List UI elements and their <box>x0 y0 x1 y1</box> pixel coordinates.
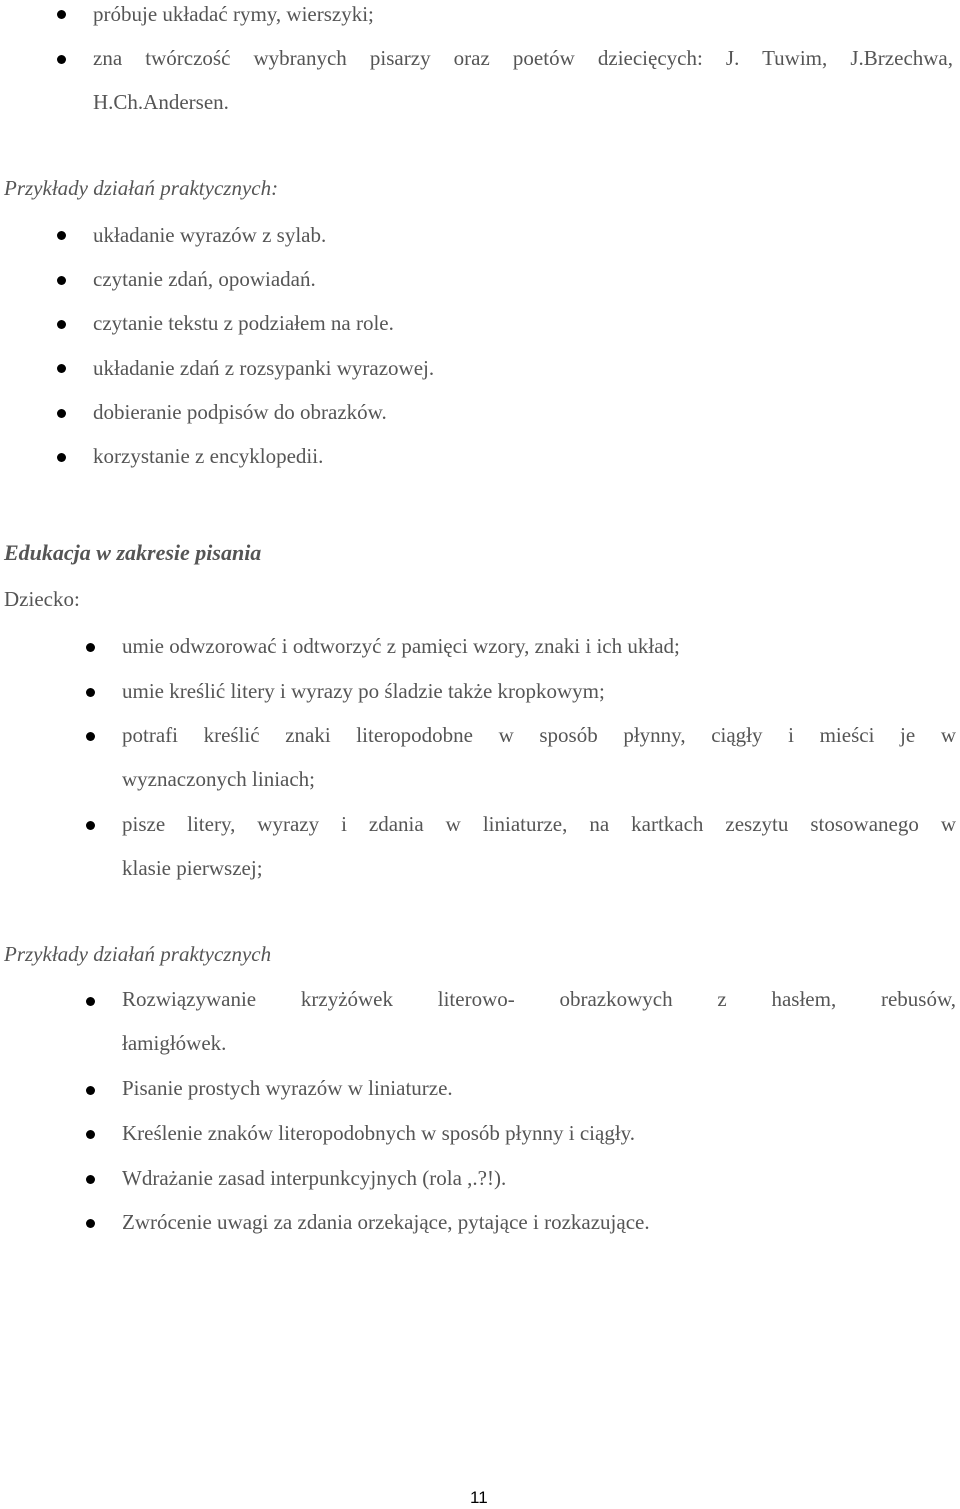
list-item: Pisanie prostych wyrazów w liniaturze. <box>122 1076 453 1100</box>
bullet-icon <box>86 1130 95 1139</box>
list-item: czytanie zdań, opowiadań. <box>93 267 316 291</box>
section-heading: Przykłady działań praktycznych <box>4 942 272 966</box>
list-item: Zwrócenie uwagi za zdania orzekające, pytające i rozkazujące. <box>122 1210 650 1234</box>
bullet-icon <box>57 320 66 329</box>
list-item: Wdrażanie zasad interpunkcyjnych (rola ,.?!). <box>122 1166 507 1190</box>
bullet-icon <box>86 1086 95 1095</box>
subject-label: Dziecko: <box>4 587 80 611</box>
bullet-icon <box>86 643 95 652</box>
list-item: zna twórczość wybranych pisarzy oraz poetów dziecięcych: J. Tuwim, J.Brzechwa, <box>93 46 953 70</box>
list-item-continuation: H.Ch.Andersen. <box>93 90 229 114</box>
bullet-icon <box>86 1219 95 1228</box>
bullet-icon <box>57 453 66 462</box>
list-item: próbuje układać rymy, wierszyki; <box>93 2 374 26</box>
bullet-icon <box>57 276 66 285</box>
section-heading: Przykłady działań praktycznych: <box>4 176 279 200</box>
list-item: układanie zdań z rozsypanki wyrazowej. <box>93 356 435 380</box>
list-item: pisze litery, wyrazy i zdania w liniaturze, na kartkach zeszytu stosowanego w <box>122 812 956 836</box>
bullet-icon <box>86 688 95 697</box>
list-item: umie odwzorować i odtworzyć z pamięci wzory, znaki i ich układ; <box>122 634 680 658</box>
list-item: dobieranie podpisów do obrazków. <box>93 400 387 424</box>
list-item: Rozwiązywanie krzyżówek literowo- obrazkowych z hasłem, rebusów, <box>122 987 956 1011</box>
bullet-icon <box>57 364 66 373</box>
bullet-icon <box>57 231 66 240</box>
list-item: układanie wyrazów z sylab. <box>93 223 327 247</box>
bullet-icon <box>57 10 66 19</box>
list-item-continuation: łamigłówek. <box>122 1031 227 1055</box>
list-item: umie kreślić litery i wyrazy po śladzie także kropkowym; <box>122 679 605 703</box>
page-number: 11 <box>470 1488 488 1507</box>
list-item: Kreślenie znaków literopodobnych w sposób płynny i ciągły. <box>122 1121 636 1145</box>
bullet-icon <box>86 732 95 741</box>
list-item: potrafi kreślić znaki literopodobne w sposób płynny, ciągły i mieści je w <box>122 723 956 747</box>
bullet-icon <box>86 1175 95 1184</box>
bullet-icon <box>57 55 66 64</box>
section-heading: Edukacja w zakresie pisania <box>4 540 262 565</box>
list-item-continuation: wyznaczonych liniach; <box>122 767 315 791</box>
bullet-icon <box>86 997 95 1006</box>
list-item: korzystanie z encyklopedii. <box>93 444 324 468</box>
list-item: czytanie tekstu z podziałem na role. <box>93 311 394 335</box>
list-item-continuation: klasie pierwszej; <box>122 856 263 880</box>
bullet-icon <box>57 409 66 418</box>
bullet-icon <box>86 821 95 830</box>
